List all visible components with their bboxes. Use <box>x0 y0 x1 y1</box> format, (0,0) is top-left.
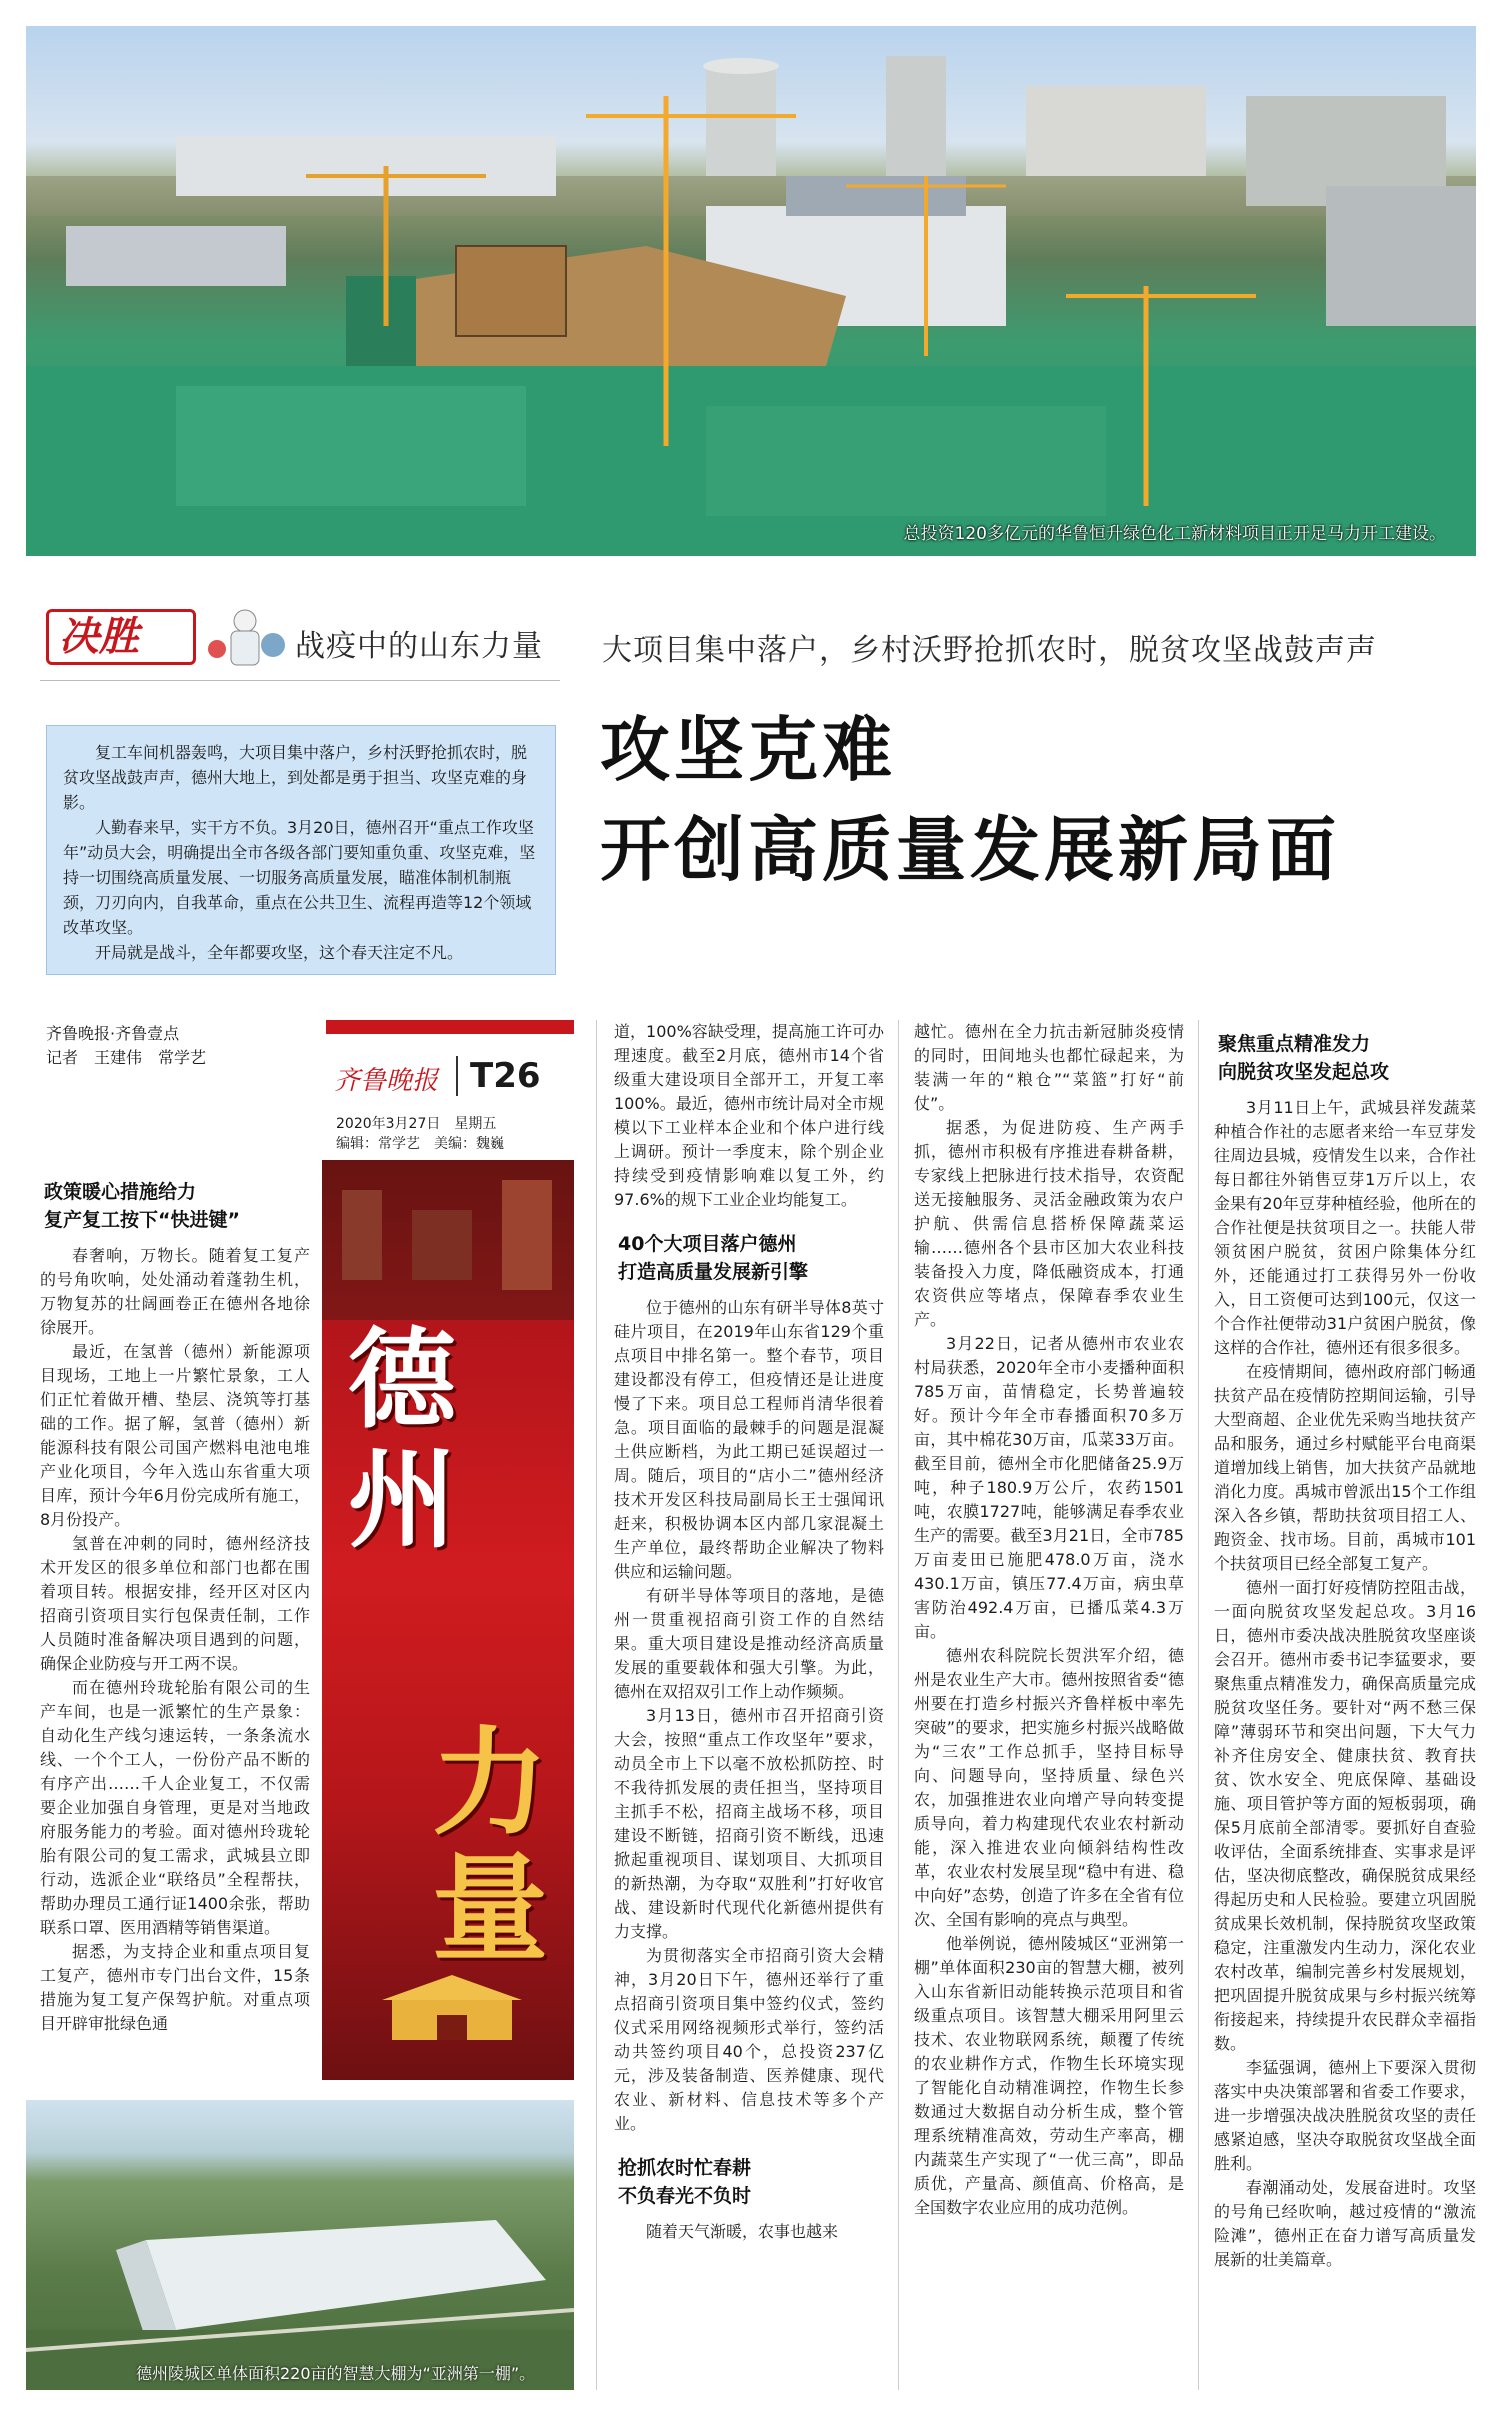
byline <box>46 1022 206 1070</box>
column-divider <box>1198 1020 1199 2390</box>
paragraph: 氢普在冲刺的同时，德州经济技术开发区的很多单位和部门也都在围着项目转。根据安排，经开区对区内招商引资项目实行包保责任制，工作人员随时准备解决项目遇到的问题，确保企业防疫与开工两不误。 <box>40 1534 310 1673</box>
lead-paragraph: 人勤春来早，实干方不负。3月20日，德州召开“重点工作攻坚年”动员大会，明确提出全市各级各部门要知重负重、攻坚克难，坚持一切围绕高质量发展、一切服务高质量发展，瞄准体制机制瓶颈，刀刃向内，自我革命，重点在公共卫生、流程再造等12个领域改革攻坚。 <box>63 818 536 937</box>
paragraph: 他举例说，德州陵城区“亚洲第一棚”单体面积230亩的智慧大棚，被列入山东省新旧动能转换示范项目和省级重点项目。该智慧大棚采用阿里云技术、农业物联网系统，颠覆了传统的农业耕作方式，作物生长环境实现了智能化自动精准调控，作物生长参数通过大数据自动分析生成，整个管理系统精准高效，劳动生产率高，棚内蔬菜生产实现了“一优三高”，即品质优，产量高、颜值高、价格高，是全国数字农业应用的成功范例。 <box>914 1934 1184 2217</box>
greenhouse-photo <box>26 2100 574 2390</box>
page-number: T26 <box>456 1056 541 1096</box>
headline-line-2: 开创高质量发展新局面 <box>600 809 1340 891</box>
banner-title: 战疫中的山东力量 <box>295 629 543 664</box>
editors: 编辑：常学艺 美编：魏巍 <box>336 1136 504 1152</box>
paragraph: 春潮涌动处，发展奋进时。攻坚的号角已经吹响，越过疫情的“激流险滩”，德州正在奋力谱写高质量发展新的壮美篇章。 <box>1214 2178 1476 2269</box>
paragraph: 最近，在氢普（德州）新能源项目现场，工地上一片繁忙景象，工人们正忙着做开槽、垫层、浇筑等打基础的工作。据了解，氢普（德州）新能源科技有限公司国产燃料电池电堆产业化项目，今年入选山东省重大项目库，预计今年6月份完成所有施工，8月份投产。 <box>40 1342 310 1529</box>
top-photo <box>26 26 1476 556</box>
paragraph: 据悉，为促进防疫、生产两手抓，德州市积极有序推进春耕备耕，专家线上把脉进行技术指导，农资配送无接触服务、灵活金融政策为农户护航、供需信息搭桥保障蔬菜运输……德州各个县市区加大农业科技装备投入力度，降低融资成本，打通农资供应等堵点，保障春季农业生产。 <box>914 1118 1184 1329</box>
article-column-3 <box>914 1020 1184 2220</box>
paragraph: 德州农科院院长贺洪军介绍，德州是农业生产大市。德州按照省委“德州要在打造乡村振兴齐鲁样板中率先突破”的要求，把实施乡村振兴战略做为“三农”工作总抓手，坚持目标导向、问题导向，坚持质量、绿色兴农，加强推进农业向增产导向转变提质导向，着力构建现代农业农村新动能，深入推进农业向倾斜结构性改革，农业农村发展呈现“稳中有进、稳中向好”态势，创造了许多在全省有位次、全国有影响的亮点与典型。 <box>914 1646 1184 1929</box>
column-divider <box>596 1020 597 2390</box>
banner-stamp: 决胜 <box>46 609 196 665</box>
paragraph: 越忙。德州在全力抗击新冠肺炎疫情的同时，田间地头也都忙碌起来，为装满一年的“粮仓”“菜篮”打好“前仗”。 <box>914 1022 1184 1113</box>
section-heading: 抢抓农时忙春耕 不负春光不负时 <box>618 2157 752 2207</box>
dezhou-power-poster <box>322 1160 574 2080</box>
byline-outlet: 齐鲁晚报·齐鲁壹点 <box>46 1024 180 1043</box>
paragraph: 为贯彻落实全市招商引资大会精神，3月20日下午，德州还举行了重点招商引资项目集中签约仪式，签约仪式采用网络视频形式举行，签约活动共签约项目40个，总投资237亿元，涉及装备制造、医养健康、现代农业、新材料、信息技术等多个产业。 <box>614 1946 884 2133</box>
paragraph: 道，100%容缺受理，提高施工许可办理速度。截至2月底，德州市14个省级重大建设项目全部开工，开复工率100%。最近，德州市统计局对全市规模以下工业样本企业和个体户进行线上调研。预计一季度末，除个别企业持续受到疫情影响难以复工外，约97.6%的规下工业企业均能复工。 <box>614 1022 884 1209</box>
article-column-1 <box>40 1178 310 2036</box>
paragraph: 李猛强调，德州上下要深入贯彻落实中央决策部署和省委工作要求，进一步增强决战决胜脱贫攻坚的责任感紧迫感，坚决夺取脱贫攻坚战全面胜利。 <box>1214 2058 1476 2173</box>
medical-worker-icon <box>205 605 291 667</box>
lead-paragraph: 复工车间机器轰鸣，大项目集中落户，乡村沃野抢抓农时，脱贫攻坚战鼓声声，德州大地上，到处都是勇于担当、攻坚克难的身影。 <box>63 743 528 812</box>
paragraph: 有研半导体等项目的落地，是德州一贯重视招商引资工作的自然结果。重大项目建设是推动经济高质量发展的重要载体和强大引擎。为此，德州在双招双引工作上动作频频。 <box>614 1586 884 1701</box>
paragraph: 而在德州玲珑轮胎有限公司的生产车间，也是一派繁忙的生产景象：自动化生产线匀速运转，一条条流水线、一个个工人，一份份产品不断的有序产出……千人企业复工，不仅需要企业加强自身管理，更是对当地政府服务能力的考验。面对德州玲珑轮胎有限公司的复工需求，武城县立即行动，选派企业“联络员”全程帮扶，帮助办理员工通行证1400余张，帮助联系口罩、医用酒精等销售渠道。 <box>40 1678 310 1937</box>
photo-caption: 德州陵城区单体面积220亩的智慧大棚为“亚洲第一棚”。 <box>136 2364 536 2383</box>
poster-word-dezhou: 德 州 <box>348 1317 457 1563</box>
factory-workers-image <box>322 1160 574 1320</box>
issue-date: 2020年3月27日 星期五 <box>336 1116 497 1132</box>
section-heading: 聚焦重点精准发力 向脱贫攻坚发起总攻 <box>1218 1033 1390 1083</box>
subheadline: 大项目集中落户，乡村沃野抢抓农时，脱贫攻坚战鼓声声 <box>602 633 1377 668</box>
photo-caption: 总投资120多亿元的华鲁恒升绿色化工新材料项目正开足马力开工建设。 <box>903 524 1446 544</box>
paragraph: 据悉，为支持企业和重点项目复工复产，德州市专门出台文件，15条措施为复工复产保驾护航。对重点项目开辟审批绿色通 <box>40 1942 310 2033</box>
city-gate-icon <box>362 1970 542 2040</box>
column-divider <box>898 1020 899 2390</box>
paragraph: 德州一面打好疫情防控阻击战，一面向脱贫攻坚发起总攻。3月16日，德州市委决战决胜脱贫攻坚座谈会召开。德州市委书记李猛要求，要聚焦重点精准发力，确保高质量完成脱贫攻坚任务。要针对“两不愁三保障”薄弱环节和突出问题，下大气力补齐住房安全、健康扶贫、教育扶贫、饮水安全、兜底保障、基础设施、项目管护等方面的短板弱项，确保5月底前全部清零。要抓好自查验收评估，全面系统排查、实事求是评估，坚决彻底整改，确保脱贫成果经得起历史和人民检验。要建立巩固脱贫成果长效机制，保持脱贫攻坚政策稳定，注重激发内生动力，深化农业农村改革，编制完善乡村发展规划，把巩固提升脱贫成果与乡村振兴统筹衔接起来，持续提升农民群众幸福指数。 <box>1214 1578 1476 2053</box>
column-banner <box>40 603 560 673</box>
lead-paragraph: 开局就是战斗，全年都要攻坚，这个春天注定不凡。 <box>95 943 464 962</box>
paragraph: 在疫情期间，德州政府部门畅通扶贫产品在疫情防控期间运输，引导大型商超、企业优先采购当地扶贫产品和服务，通过乡村赋能平台电商渠道增加线上销售，加大扶贫产品就地消化力度。禹城市曾派出15个工作组深入各乡镇，帮助扶贫项目招工人、跑资金、找市场。目前，禹城市101个扶贫项目已经全部复工复产。 <box>1214 1362 1476 1573</box>
byline-reporters: 记者 王建伟 常学艺 <box>46 1048 207 1067</box>
newspaper-name: 齐鲁晚报 <box>334 1066 439 1096</box>
paragraph: 3月11日上午，武城县祥发蔬菜种植合作社的志愿者来给一车豆芽发往周边县城，疫情发生以来，合作社每日都往外销售豆芽1万斤以上，农金果有20年豆芽种植经验，他所在的合作社便是扶贫项目之一。扶能人带领贫困户脱贫，贫困户除集体分红外，还能通过打工获得另外一份收入，日工资便可达到100元，仅这一个合作社便带动31户贫困户脱贫，像这样的合作社，德州还有很多很多。 <box>1214 1098 1476 1357</box>
article-column-2 <box>614 1020 884 2244</box>
headline-line-1: 攻坚克难 <box>600 709 896 791</box>
paragraph: 春奢响，万物长。随着复工复产的号角吹响，处处涌动着蓬勃生机，万物复苏的壮阔画卷正在德州各地徐徐展开。 <box>40 1246 310 1337</box>
greenhouse-image <box>26 2100 574 2390</box>
poster-word-power: 力 量 <box>432 1715 548 1977</box>
headline <box>600 700 1340 900</box>
construction-site-image <box>26 26 1476 556</box>
paragraph: 3月13日，德州市召开招商引资大会，按照“重点工作攻坚年”要求，动员全市上下以毫不放松抓防控、时不我待抓发展的责任担当，坚持项目主抓手不松，招商主战场不移，项目建设不断链，招商引资不断线，迅速掀起重视项目、谋划项目、大抓项目的新热潮，为夺取“双胜利”打好收官战、建设新时代现代化新德州提供有力支撑。 <box>614 1706 884 1941</box>
section-heading: 40个大项目落户德州 打造高质量发展新引擎 <box>618 1233 809 1283</box>
masthead <box>326 1020 574 1180</box>
paragraph: 位于德州的山东有研半导体8英寸硅片项目，在2019年山东省129个重点项目中排名第一。整个春节，项目建设都没有停工，但疫情还是让进度慢了下来。项目总工程师肖清华很着急。项目面临的最棘手的问题是混凝土供应断档，为此工期已延误超过一周。随后，项目的“店小二”德州经济技术开发区科技局副局长王士强闻讯赶来，积极协调本区内部几家混凝土生产单位，最终帮助企业解决了物料供应和运输问题。 <box>614 1298 884 1581</box>
lead-box <box>46 725 556 975</box>
masthead-bar <box>326 1020 574 1034</box>
paragraph: 3月22日，记者从德州市农业农村局获悉，2020年全市小麦播种面积785万亩，苗情稳定，长势普遍较好。预计今年全市春播面积70多万亩，其中棉花30万亩，瓜菜33万亩。截至目前，德州全市化肥储备25.9万吨，种子180.9万公斤，农药1501吨，农膜1727吨，能够满足春季农业生产的需要。截至3月21日，全市785万亩麦田已施肥478.0万亩，浇水430.1万亩，镇压77.4万亩，病虫草害防治492.4万亩，已播瓜菜4.3万亩。 <box>914 1334 1184 1641</box>
article-column-4 <box>1214 1030 1476 2272</box>
paragraph: 随着天气渐暖，农事也越来 <box>646 2222 839 2241</box>
section-heading: 政策暖心措施给力 复产复工按下“快进键” <box>44 1181 240 1231</box>
